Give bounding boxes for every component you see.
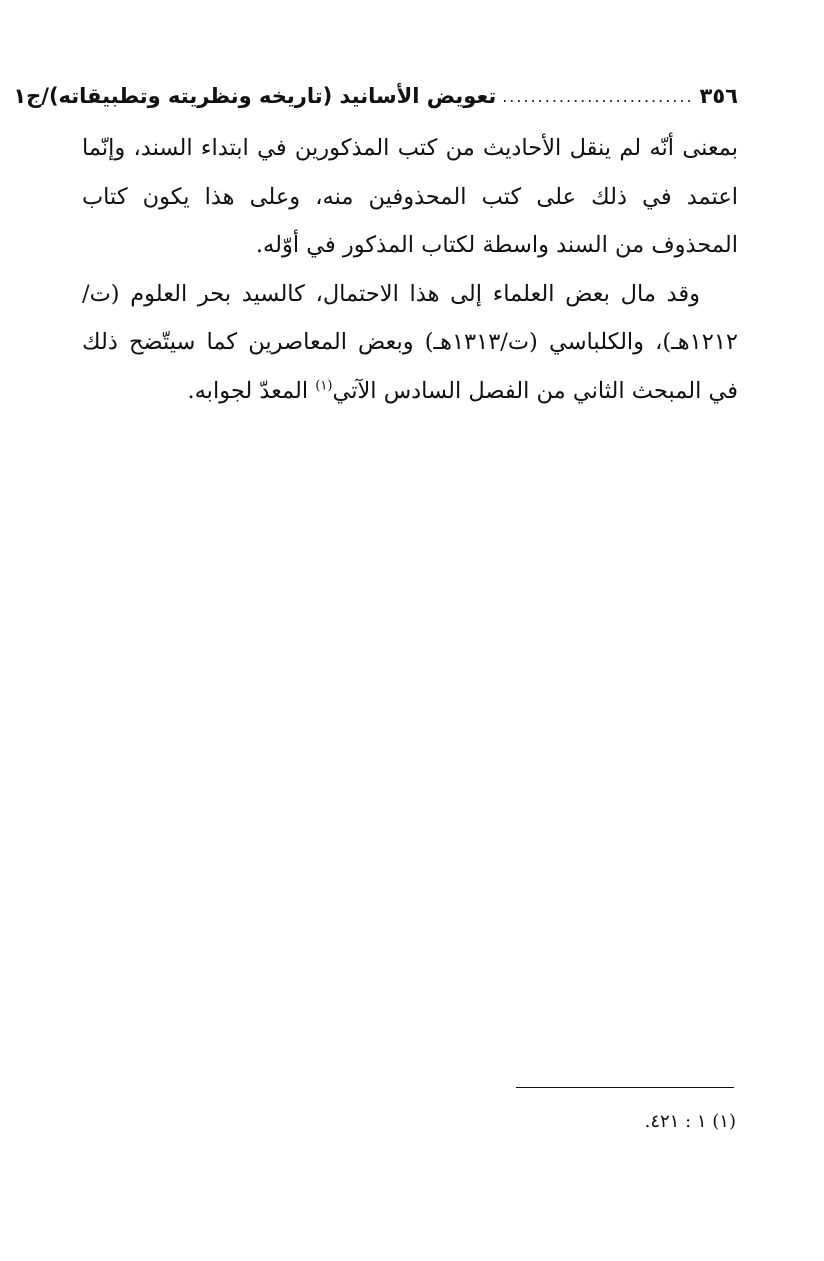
paragraph-2 (82, 270, 738, 416)
running-header (13, 78, 738, 114)
paragraph-1: بمعنى أنّه لم ينقل الأحاديث من كتب المذكورين في ابتداء السند، وإنّما اعتمد في ذلك على كتب المحذوفين منه، وعلى هذا يكون كتاب المحذوف من السند واسطة لكتاب المذكور في أوّله. (82, 135, 738, 258)
footnote-separator (516, 1087, 734, 1088)
main-text (82, 124, 738, 415)
dot-leader: ........................... (502, 86, 694, 106)
paragraph-2-text: وقد مال بعض العلماء إلى هذا الاحتمال، كالسيد بحر العلوم (ت/١٢١٢هـ)، والكلباسي (ت/١٣١٣هـ) وبعض المعاصرين كما سيتّضح ذلك في المبحث الثاني من الفصل السادس الآتي (82, 280, 738, 404)
book-title: تعويض الأسانيد (تاريخه ونظريته وتطبيقاته)/ج١ (13, 84, 497, 108)
footnote-1: (١) ١ : ٤٢١. (644, 1111, 736, 1132)
page-number: ٣٥٦ (699, 84, 738, 108)
footnote-reference: (١) (315, 378, 333, 393)
paragraph-2-ending: المعدّ لجوابه. (187, 377, 316, 404)
